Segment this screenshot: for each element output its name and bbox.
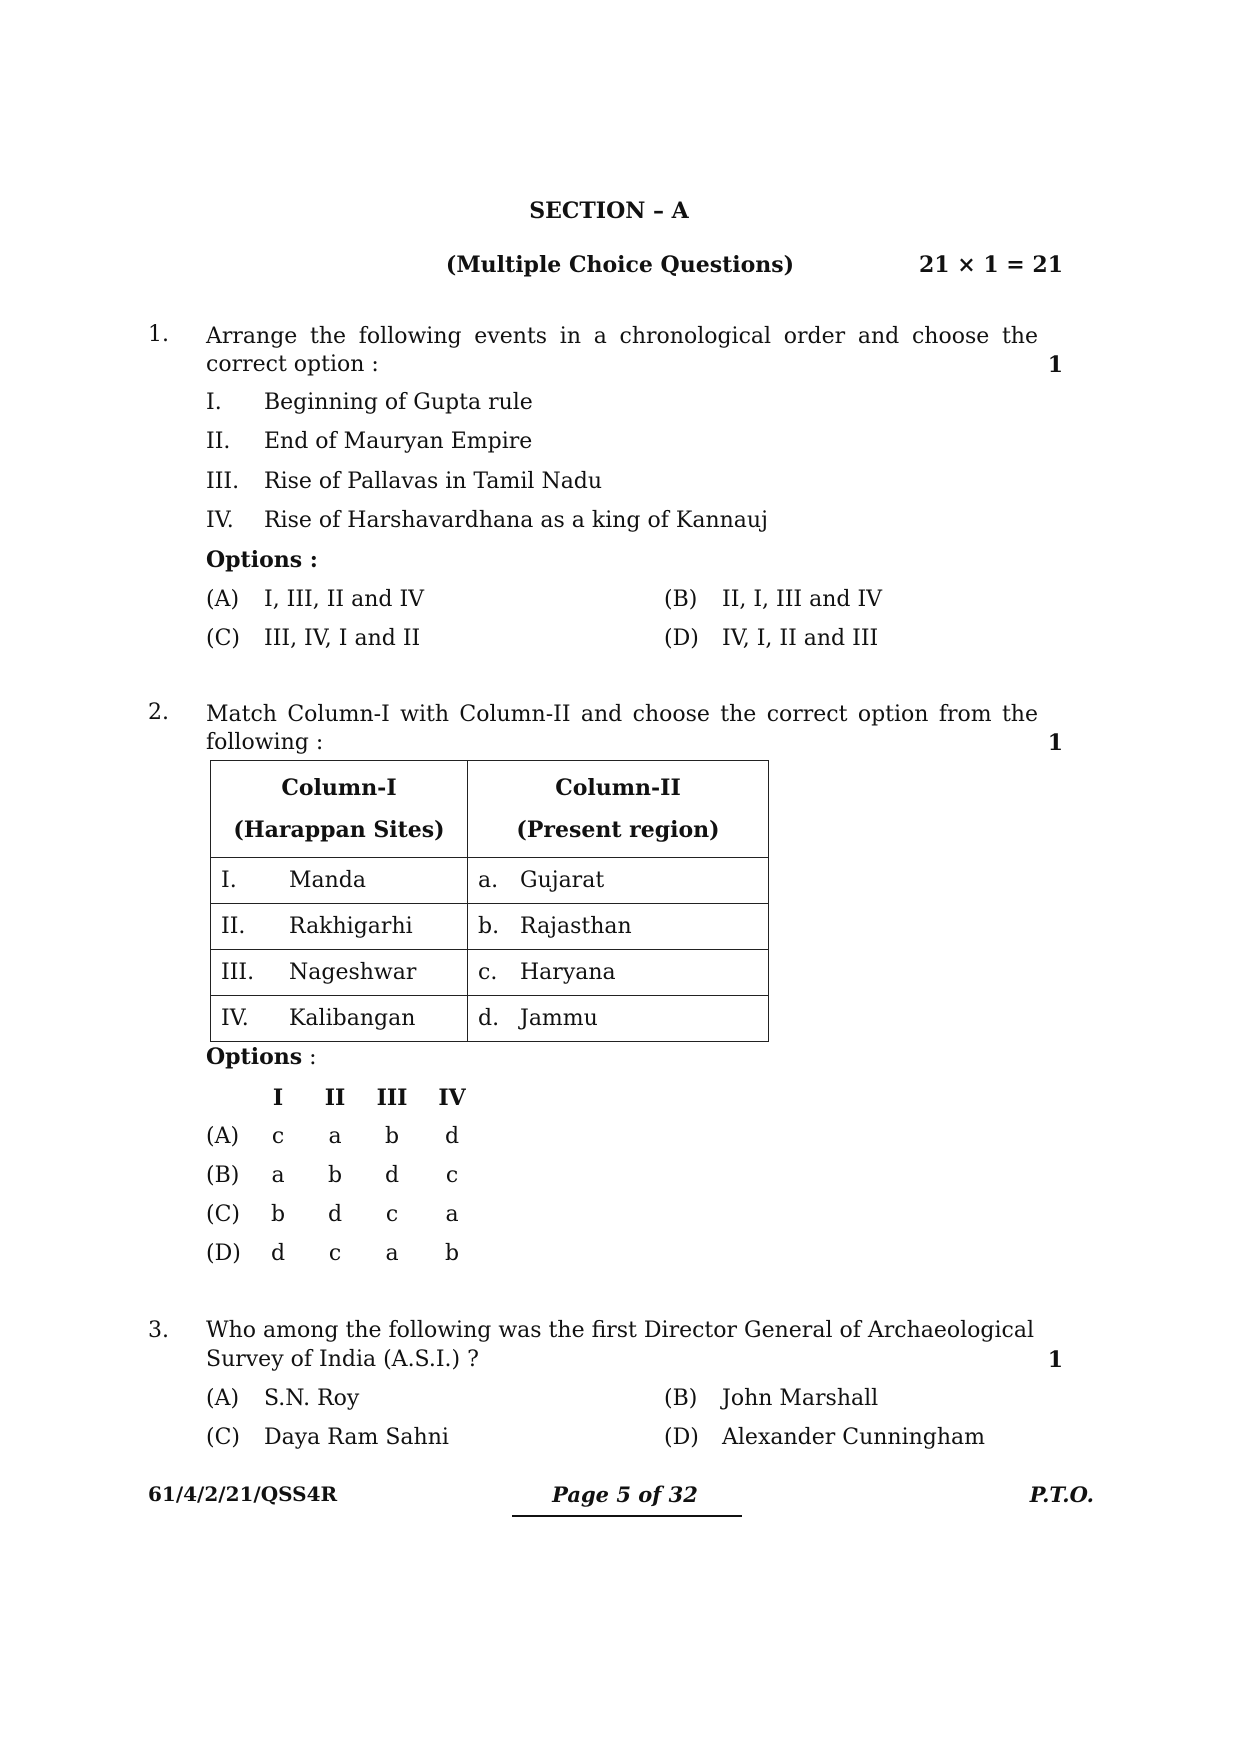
q3-option-key-b: (B) bbox=[664, 1386, 698, 1411]
column-1-header bbox=[211, 761, 468, 858]
q2-options-word: Options bbox=[206, 1044, 303, 1070]
q2-text-line2: following : bbox=[206, 730, 324, 755]
grid-header-3: III bbox=[376, 1085, 408, 1111]
q3-option-text-a: S.N. Roy bbox=[264, 1386, 360, 1411]
q1-item-text-3: Rise of Pallavas in Tamil Nadu bbox=[264, 469, 603, 494]
q1-option-text-b: II, I, III and IV bbox=[722, 587, 883, 612]
grid-d-1: d bbox=[270, 1241, 286, 1266]
row-1-col1-key: I. bbox=[221, 868, 237, 893]
row-4-col1-key: IV. bbox=[221, 1006, 249, 1031]
q1-option-text-a: I, III, II and IV bbox=[264, 587, 425, 612]
grid-header-4: IV bbox=[438, 1085, 466, 1111]
row-3-col1-value: Nageshwar bbox=[289, 960, 417, 985]
grid-a-3: b bbox=[384, 1124, 400, 1149]
q1-option-key-a: (A) bbox=[206, 587, 240, 612]
q1-option-key-c: (C) bbox=[206, 626, 240, 651]
q1-item-text-2: End of Mauryan Empire bbox=[264, 429, 533, 454]
row-3-col2-value: Haryana bbox=[520, 960, 616, 985]
grid-a-1: c bbox=[271, 1124, 285, 1149]
q3-option-key-c: (C) bbox=[206, 1425, 240, 1450]
grid-a-4: d bbox=[444, 1124, 460, 1149]
grid-a-2: a bbox=[328, 1124, 342, 1149]
row-2-col1-value: Rakhigarhi bbox=[289, 914, 413, 939]
q3-option-key-d: (D) bbox=[664, 1425, 699, 1450]
section-title: SECTION – A bbox=[529, 198, 689, 224]
q3-text-line1: Who among the following was the first Director General of Archaeological bbox=[206, 1318, 1034, 1343]
q1-number: 1. bbox=[148, 322, 169, 347]
grid-c-4: a bbox=[445, 1202, 459, 1227]
q2-options-colon: : bbox=[302, 1045, 317, 1070]
q1-item-key-3: III. bbox=[206, 469, 240, 494]
section-subtitle: (Multiple Choice Questions) bbox=[445, 252, 795, 278]
row-4-col1-value: Kalibangan bbox=[289, 1006, 416, 1031]
grid-c-1: b bbox=[270, 1202, 286, 1227]
section-marks: 21 × 1 = 21 bbox=[918, 252, 1063, 278]
q3-mark: 1 bbox=[1047, 1347, 1063, 1373]
q1-text-line2: correct option : bbox=[206, 352, 379, 377]
grid-d-2: c bbox=[328, 1241, 342, 1266]
column-1-subtitle: (Harappan Sites) bbox=[233, 817, 445, 843]
grid-key-d: (D) bbox=[206, 1241, 241, 1266]
pto-label: P.T.O. bbox=[1029, 1482, 1094, 1507]
row-3-col1-key: III. bbox=[221, 960, 255, 985]
grid-key-c: (C) bbox=[206, 1202, 240, 1227]
row-1-col1-value: Manda bbox=[289, 868, 367, 893]
row-4-col2-value: Jammu bbox=[520, 1006, 598, 1031]
q1-item-text-4: Rise of Harshavardhana as a king of Kannauj bbox=[264, 508, 768, 533]
grid-d-4: b bbox=[444, 1241, 460, 1266]
row-1-col2-value: Gujarat bbox=[520, 868, 605, 893]
q1-option-key-d: (D) bbox=[664, 626, 699, 651]
q1-option-text-d: IV, I, II and III bbox=[722, 626, 879, 651]
row-2-col2-key: b. bbox=[478, 914, 500, 939]
grid-header-1: I bbox=[272, 1085, 284, 1111]
q2-text-line1: Match Column-I with Column-II and choose the correct option from the bbox=[206, 702, 1038, 727]
q1-item-key-4: IV. bbox=[206, 508, 234, 533]
grid-c-3: c bbox=[385, 1202, 399, 1227]
grid-key-a: (A) bbox=[206, 1124, 240, 1149]
q3-option-text-c: Daya Ram Sahni bbox=[264, 1425, 449, 1450]
grid-b-4: c bbox=[445, 1163, 459, 1188]
row-2-col1-key: II. bbox=[221, 914, 246, 939]
table-row bbox=[211, 950, 769, 996]
q3-text-line2: Survey of India (A.S.I.) ? bbox=[206, 1347, 479, 1372]
column-2-subtitle: (Present region) bbox=[516, 817, 720, 843]
q1-item-key-1: I. bbox=[206, 390, 222, 415]
grid-b-2: b bbox=[327, 1163, 343, 1188]
grid-d-3: a bbox=[385, 1241, 399, 1266]
row-4-col2-key: d. bbox=[478, 1006, 500, 1031]
q1-option-text-c: III, IV, I and II bbox=[264, 626, 421, 651]
column-2-title: Column-II bbox=[555, 775, 681, 801]
q1-option-key-b: (B) bbox=[664, 587, 698, 612]
grid-b-1: a bbox=[271, 1163, 285, 1188]
q1-text-line1: Arrange the following events in a chronological order and choose the bbox=[206, 324, 1038, 349]
q3-option-key-a: (A) bbox=[206, 1386, 240, 1411]
column-1-title: Column-I bbox=[281, 775, 397, 801]
grid-b-3: d bbox=[384, 1163, 400, 1188]
grid-key-b: (B) bbox=[206, 1163, 240, 1188]
q1-item-key-2: II. bbox=[206, 429, 231, 454]
q3-option-text-b: John Marshall bbox=[722, 1386, 879, 1411]
q2-number: 2. bbox=[148, 700, 169, 725]
page-number-underline bbox=[512, 1515, 742, 1517]
column-2-header bbox=[468, 761, 769, 858]
q1-options-label: Options : bbox=[206, 547, 318, 573]
page-number: Page 5 of 32 bbox=[552, 1482, 698, 1507]
q3-number: 3. bbox=[148, 1318, 169, 1343]
row-1-col2-key: a. bbox=[478, 868, 499, 893]
grid-c-2: d bbox=[327, 1202, 343, 1227]
table-row bbox=[211, 904, 769, 950]
q3-option-text-d: Alexander Cunningham bbox=[722, 1425, 986, 1450]
paper-code: 61/4/2/21/QSS4R bbox=[148, 1482, 338, 1506]
table-row bbox=[211, 858, 769, 904]
row-3-col2-key: c. bbox=[478, 960, 498, 985]
q2-options-label bbox=[206, 1044, 317, 1070]
table-row bbox=[211, 996, 769, 1042]
q1-mark: 1 bbox=[1047, 352, 1063, 378]
row-2-col2-value: Rajasthan bbox=[520, 914, 632, 939]
q2-mark: 1 bbox=[1047, 730, 1063, 756]
match-table bbox=[210, 760, 769, 1042]
q1-item-text-1: Beginning of Gupta rule bbox=[264, 390, 533, 415]
grid-header-2: II bbox=[324, 1085, 346, 1111]
